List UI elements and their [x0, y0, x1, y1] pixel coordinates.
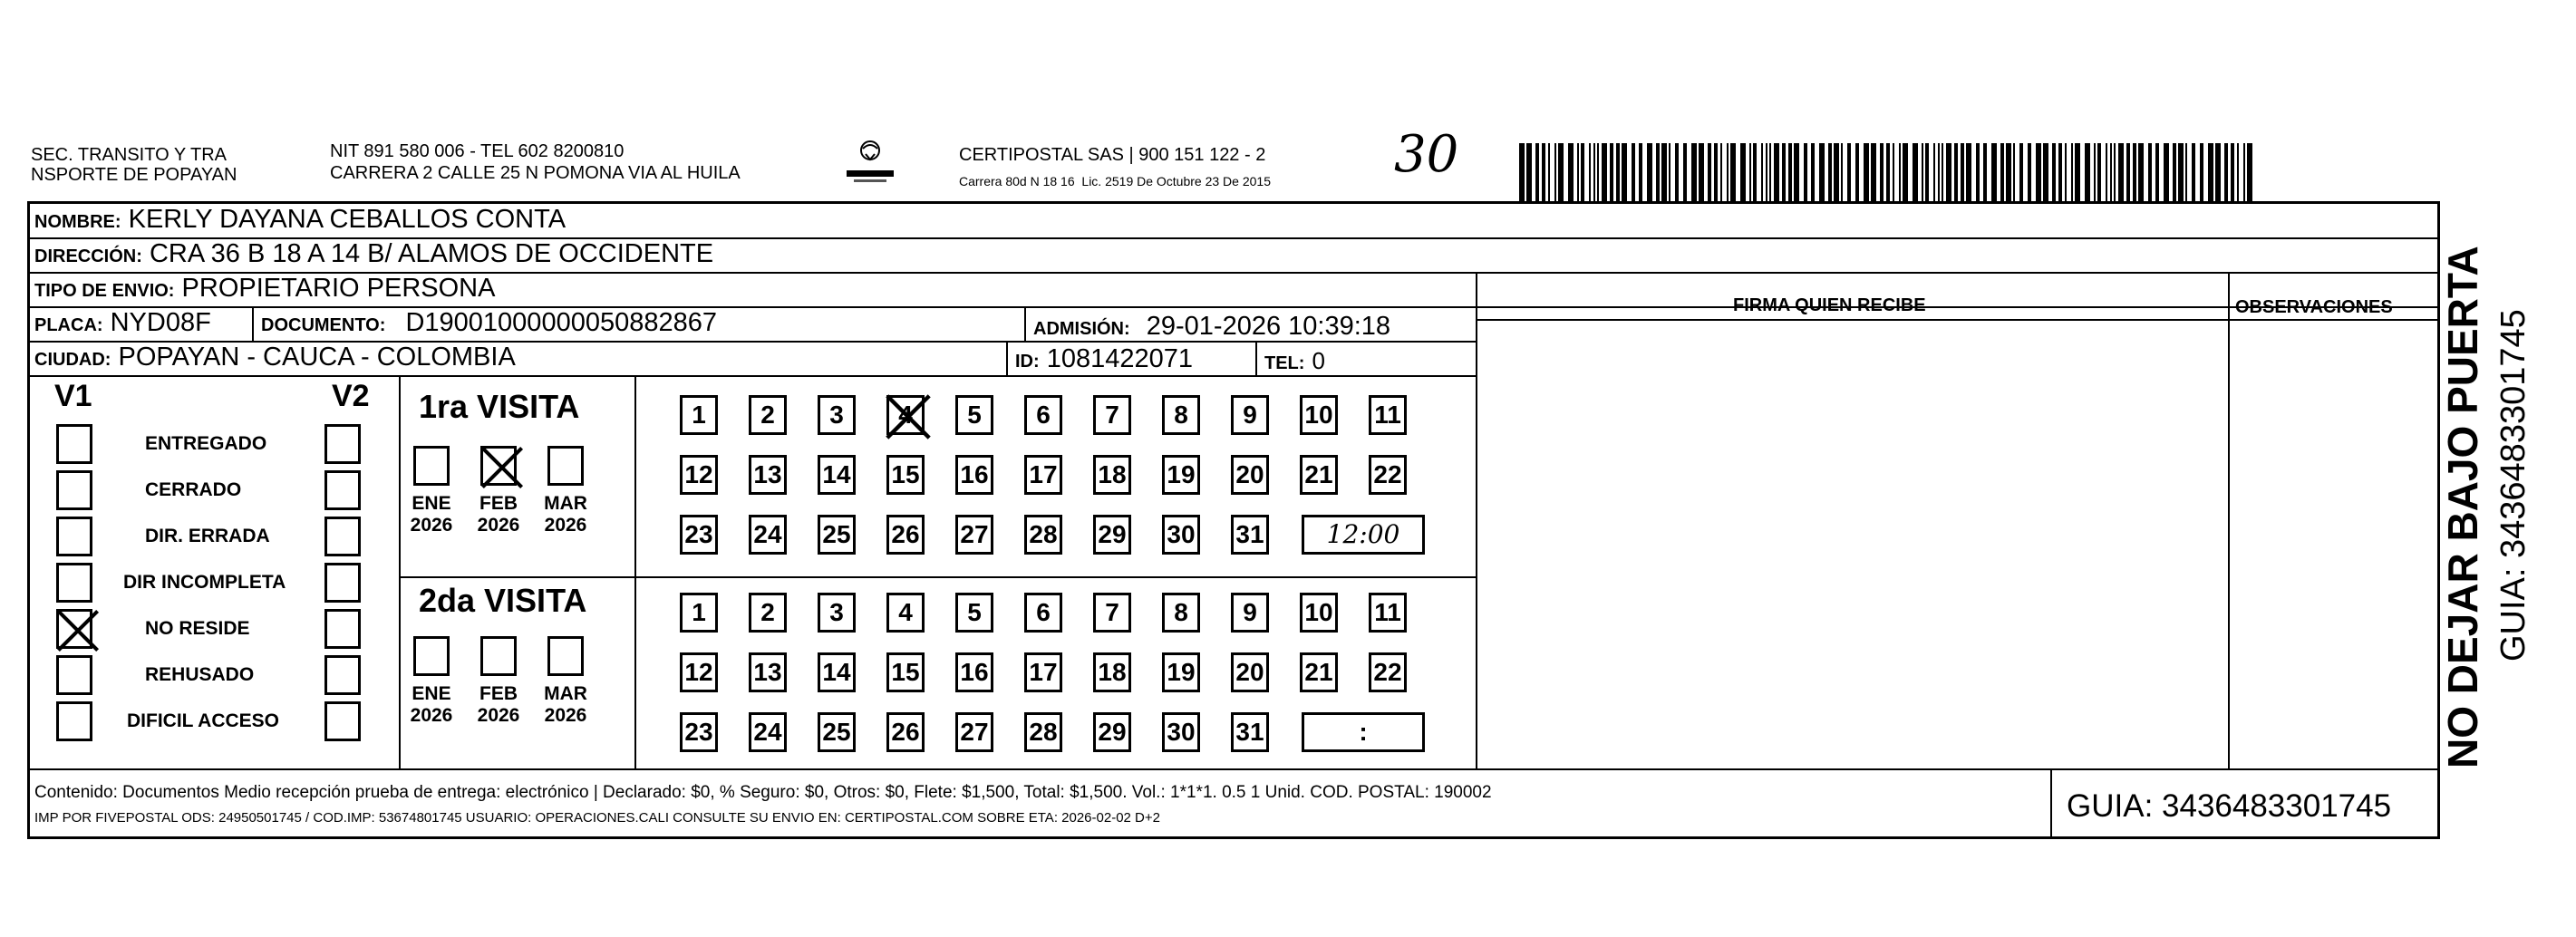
barcode-bar — [1699, 143, 1704, 203]
barcode-bar — [1554, 143, 1556, 203]
day-box[interactable]: 8 — [1162, 593, 1200, 633]
handwritten-count: 30 — [1394, 125, 1459, 184]
day-box[interactable]: 9 — [1231, 395, 1269, 435]
month-name: FEB — [479, 493, 518, 514]
day-box[interactable]: 11 — [1369, 593, 1407, 633]
barcode-bar — [2138, 143, 2144, 203]
month-label — [404, 683, 459, 727]
admision-value: 29-01-2026 10:39:18 — [1146, 312, 1391, 341]
barcode-bar — [1720, 143, 1722, 203]
barcode-bar — [2231, 143, 2234, 203]
visit2-title: 2da VISITA — [419, 582, 587, 619]
barcode-bar — [2058, 143, 2062, 203]
v2-checkbox[interactable] — [324, 701, 361, 741]
month-checkbox[interactable] — [413, 446, 450, 486]
barcode-bar — [1903, 143, 1908, 203]
nombre-label: NOMBRE: — [34, 212, 121, 232]
barcode-bar — [1828, 143, 1832, 203]
month-year: 2026 — [477, 705, 520, 726]
barcode-bar — [2000, 143, 2004, 203]
day-box[interactable]: 18 — [1093, 652, 1131, 692]
sender-name-line1: SEC. TRANSITO Y TRA — [31, 145, 227, 165]
barcode-bar — [1855, 143, 1859, 203]
visit-days-divider — [634, 375, 636, 768]
barcode-bar — [1589, 143, 1591, 203]
month-name: FEB — [479, 683, 518, 704]
barcode-bar — [1577, 143, 1579, 203]
barcode-bar — [1913, 143, 1918, 203]
v1-checkbox[interactable] — [56, 655, 92, 695]
day-box[interactable]: 4 — [886, 593, 925, 633]
day-box[interactable]: 3 — [818, 593, 856, 633]
barcode-bar — [1730, 143, 1736, 203]
barcode-bar — [2118, 143, 2124, 203]
barcode-bar — [1886, 143, 1890, 203]
day-box[interactable]: 2 — [749, 395, 787, 435]
day-box[interactable]: 28 — [1024, 712, 1062, 752]
barcode-bar — [2085, 143, 2090, 203]
day-box[interactable]: 6 — [1024, 395, 1062, 435]
barcode-bar — [1691, 143, 1697, 203]
barcode — [1519, 143, 2253, 203]
barcode-bar — [2094, 143, 2096, 203]
no-dejar-warning: NO DEJAR BAJO PUERTA — [2439, 246, 2486, 768]
tel-label: TEL: — [1264, 353, 1305, 373]
barcode-bar — [1847, 143, 1851, 203]
barcode-bar — [2178, 143, 2184, 203]
barcode-bar — [1526, 143, 1532, 203]
observaciones-header: OBSERVACIONES — [2235, 297, 2393, 317]
barcode-bar — [2006, 143, 2011, 203]
barcode-bar — [2013, 143, 2015, 203]
month-label — [538, 683, 593, 727]
check-mark-icon — [478, 443, 527, 492]
sender-nit: NIT 891 580 006 - TEL 602 8200810 — [330, 141, 625, 161]
day-box[interactable]: 13 — [749, 455, 787, 495]
day-box[interactable]: 20 — [1231, 652, 1269, 692]
contenido-line: Contenido: Documentos Medio recepción prueba de entrega: electrónico | Declarado: $0, % Seguro: $0, Otros: $0, Flete: $1,500, Total: $1,500. Vol.: 1*1*1. 0.5 1 Unid. COD. POSTAL: 190002 — [34, 783, 1492, 802]
barcode-bar — [1683, 143, 1687, 203]
firma-header: FIRMA QUIEN RECIBE — [1733, 295, 1926, 315]
barcode-bar — [1602, 143, 1607, 203]
month-label — [404, 493, 459, 536]
barcode-bar — [1834, 143, 1839, 203]
ciudad-value: POPAYAN - CAUCA - COLOMBIA — [118, 343, 516, 372]
id-label: ID: — [1015, 352, 1040, 372]
barcode-bar — [1774, 143, 1779, 203]
barcode-bar — [1976, 143, 1980, 203]
day-box[interactable]: 8 — [1162, 395, 1200, 435]
status-label: DIR INCOMPLETA — [123, 572, 286, 593]
barcode-bar — [1639, 143, 1642, 203]
barcode-bar — [1864, 143, 1869, 203]
day-box[interactable]: 9 — [1231, 593, 1269, 633]
barcode-bar — [1766, 143, 1767, 203]
side-guia: GUIA: 3436483301745 — [2494, 309, 2532, 662]
v1-checkbox[interactable] — [56, 517, 92, 556]
barcode-bar — [2126, 143, 2130, 203]
barcode-bar — [1811, 143, 1815, 203]
footer-divider — [27, 768, 2440, 770]
day-box[interactable]: 19 — [1162, 652, 1200, 692]
day-box[interactable]: 11 — [1369, 395, 1407, 435]
visit1-title: 1ra VISITA — [419, 388, 580, 425]
barcode-bar — [1622, 143, 1627, 203]
barcode-bar — [1942, 143, 1943, 203]
barcode-bar — [2106, 143, 2107, 203]
barcode-bar — [1542, 143, 1545, 203]
barcode-bar — [2164, 143, 2169, 203]
placa-row — [34, 310, 211, 336]
barcode-bar — [1727, 143, 1729, 203]
month-year: 2026 — [410, 515, 453, 536]
day-box[interactable]: 15 — [886, 455, 925, 495]
barcode-bar — [1661, 143, 1667, 203]
day-box[interactable]: 6 — [1024, 593, 1062, 633]
barcode-bar — [1880, 143, 1884, 203]
barcode-bar — [1675, 143, 1679, 203]
month-name: ENE — [412, 683, 451, 704]
barcode-bar — [1983, 143, 1987, 203]
barcode-bar — [2019, 143, 2023, 203]
footer-guia-divider — [2050, 768, 2052, 839]
barcode-bar — [1558, 143, 1564, 203]
barcode-bar — [1804, 143, 1807, 203]
barcode-bar — [1871, 143, 1876, 203]
day-box[interactable]: 31 — [1231, 515, 1269, 555]
barcode-bar — [2052, 143, 2056, 203]
barcode-bar — [1597, 143, 1599, 203]
status-label: DIFICIL ACCESO — [127, 710, 280, 731]
barcode-bar — [1961, 143, 1964, 203]
check-mark-icon — [53, 606, 102, 655]
documento-row — [261, 310, 717, 336]
day-box[interactable]: 25 — [818, 515, 856, 555]
ciudad-row — [34, 344, 516, 371]
day-box[interactable]: 7 — [1093, 593, 1131, 633]
nombre-row — [34, 207, 566, 233]
day-box[interactable]: 31 — [1231, 712, 1269, 752]
month-label — [471, 683, 526, 727]
day-box[interactable]: 23 — [680, 712, 718, 752]
barcode-bar — [1632, 143, 1635, 203]
day-box[interactable]: 5 — [955, 395, 993, 435]
month-name: MAR — [544, 683, 587, 704]
day-box[interactable]: 16 — [955, 652, 993, 692]
month-label — [471, 493, 526, 536]
barcode-bar — [1535, 143, 1539, 203]
barcode-bar — [2028, 143, 2031, 203]
direccion-value: CRA 36 B 18 A 14 B/ ALAMOS DE OCCIDENTE — [149, 239, 714, 268]
barcode-bar — [2097, 143, 2101, 203]
direccion-label: DIRECCIÓN: — [34, 246, 142, 266]
month-label — [538, 493, 593, 536]
day-box[interactable]: 18 — [1093, 455, 1131, 495]
barcode-bar — [1841, 143, 1843, 203]
day-box[interactable]: 26 — [886, 515, 925, 555]
barcode-bar — [1922, 143, 1923, 203]
day-box[interactable]: 25 — [818, 712, 856, 752]
barcode-bar — [1819, 143, 1825, 203]
day-box[interactable]: 1 — [680, 395, 718, 435]
barcode-bar — [1616, 143, 1620, 203]
day-box[interactable]: 21 — [1300, 652, 1338, 692]
barcode-bar — [1788, 143, 1792, 203]
barcode-bar — [2243, 143, 2245, 203]
v1-checkbox[interactable] — [56, 701, 92, 741]
barcode-bar — [1519, 143, 1525, 203]
day-box[interactable]: 10 — [1300, 593, 1338, 633]
status-divider — [399, 375, 401, 768]
tipo-envio-label: TIPO DE ENVIO: — [34, 281, 175, 301]
nombre-value: KERLY DAYANA CEBALLOS CONTA — [128, 205, 567, 234]
barcode-bar — [1991, 143, 1997, 203]
check-mark-icon — [882, 391, 935, 443]
col-divider-firma — [1476, 272, 1477, 768]
guia-footer: GUIA: 3436483301745 — [2067, 788, 2392, 824]
certipostal-logo — [841, 136, 899, 190]
day-box[interactable]: 19 — [1162, 455, 1200, 495]
barcode-bar — [2215, 143, 2221, 203]
id-value: 1081422071 — [1046, 344, 1194, 373]
barcode-bar — [1647, 143, 1652, 203]
col-divider-observaciones — [2228, 272, 2230, 768]
barcode-bar — [2133, 143, 2136, 203]
day-box[interactable]: 10 — [1300, 395, 1338, 435]
v2-checkbox[interactable] — [324, 655, 361, 695]
day-box[interactable]: 29 — [1093, 712, 1131, 752]
month-checkbox[interactable] — [480, 636, 517, 676]
tel-divider — [1255, 341, 1257, 375]
barcode-bar — [1794, 143, 1799, 203]
sender-address: CARRERA 2 CALLE 25 N POMONA VIA AL HUILA — [330, 163, 741, 183]
day-box[interactable]: 15 — [886, 652, 925, 692]
day-box[interactable]: 27 — [955, 515, 993, 555]
barcode-bar — [1568, 143, 1574, 203]
day-box[interactable]: 24 — [749, 515, 787, 555]
tel-row — [1264, 348, 1325, 374]
day-box[interactable]: 20 — [1231, 455, 1269, 495]
barcode-bar — [2065, 143, 2067, 203]
v1-checkbox[interactable] — [56, 563, 92, 603]
barcode-bar — [1769, 143, 1771, 203]
barcode-bar — [2071, 143, 2073, 203]
barcode-bar — [1893, 143, 1894, 203]
day-box[interactable]: 14 — [818, 652, 856, 692]
day-box[interactable]: 4 — [886, 395, 925, 435]
v2-checkbox[interactable] — [324, 563, 361, 603]
tel-value: 0 — [1312, 347, 1325, 374]
v2-checkbox[interactable] — [324, 424, 361, 464]
barcode-bar — [1740, 143, 1746, 203]
month-year: 2026 — [477, 515, 520, 536]
barcode-bar — [2224, 143, 2228, 203]
day-box[interactable]: 30 — [1162, 712, 1200, 752]
barcode-bar — [2208, 143, 2213, 203]
month-checkbox[interactable] — [480, 446, 517, 486]
month-name: ENE — [412, 493, 451, 514]
barcode-bar — [2185, 143, 2187, 203]
day-box[interactable]: 22 — [1369, 455, 1407, 495]
company-name: CERTIPOSTAL SAS | 900 151 122 - 2 — [959, 145, 1266, 165]
barcode-bar — [1610, 143, 1613, 203]
barcode-bar — [1761, 143, 1763, 203]
barcode-bar — [1548, 143, 1550, 203]
barcode-bar — [2114, 143, 2116, 203]
day-box[interactable]: 7 — [1093, 395, 1131, 435]
barcode-bar — [1933, 143, 1935, 203]
admision-divider — [1024, 306, 1026, 341]
v2-header: V2 — [332, 379, 370, 413]
day-box[interactable]: 29 — [1093, 515, 1131, 555]
placa-label: PLACA: — [34, 315, 103, 335]
admision-label: ADMISIÓN: — [1033, 319, 1130, 339]
v2-checkbox[interactable] — [324, 470, 361, 510]
barcode-bar — [1899, 143, 1901, 203]
row-divider — [27, 375, 1477, 377]
barcode-bar — [2110, 143, 2112, 203]
placa-value: NYD08F — [110, 308, 211, 337]
ciudad-label: CIUDAD: — [34, 350, 111, 370]
status-label: NO RESIDE — [145, 618, 250, 639]
barcode-bar — [1714, 143, 1718, 203]
barcode-bar — [2247, 143, 2252, 203]
day-box[interactable]: 2 — [749, 593, 787, 633]
v1-checkbox[interactable] — [56, 609, 92, 649]
placa-divider — [252, 306, 254, 341]
month-checkbox[interactable] — [547, 446, 584, 486]
status-label: REHUSADO — [145, 664, 255, 685]
documento-label: DOCUMENTO: — [261, 315, 386, 335]
barcode-bar — [1581, 143, 1584, 203]
id-divider — [1006, 341, 1008, 375]
barcode-bar — [1669, 143, 1671, 203]
month-year: 2026 — [410, 705, 453, 726]
barcode-bar — [1708, 143, 1711, 203]
barcode-bar — [2155, 143, 2159, 203]
tipo-envio-value: PROPIETARIO PERSONA — [181, 274, 496, 303]
time-box[interactable]: 12:00 — [1302, 515, 1425, 555]
day-box[interactable]: 16 — [955, 455, 993, 495]
barcode-bar — [1946, 143, 1951, 203]
month-checkbox[interactable] — [413, 636, 450, 676]
barcode-bar — [2200, 143, 2203, 203]
day-box[interactable]: 3 — [818, 395, 856, 435]
day-box[interactable]: 13 — [749, 652, 787, 692]
day-box[interactable]: 12 — [680, 455, 718, 495]
company-license: Carrera 80d N 18 16 Lic. 2519 De Octubre 23 De 2015 — [959, 174, 1271, 188]
v1-checkbox[interactable] — [56, 424, 92, 464]
barcode-bar — [2173, 143, 2176, 203]
day-box[interactable]: 14 — [818, 455, 856, 495]
barcode-bar — [2192, 143, 2195, 203]
barcode-bar — [1925, 143, 1929, 203]
admision-row — [1033, 314, 1390, 340]
barcode-bar — [1938, 143, 1940, 203]
documento-value: D19001000000050882867 — [405, 308, 717, 337]
barcode-bar — [2148, 143, 2152, 203]
status-label: DIR. ERRADA — [145, 526, 270, 546]
imp-line: IMP POR FIVEPOSTAL ODS: 24950501745 / COD.IMP: 53674801745 USUARIO: OPERACIONES.CALI CONSULTE SU ENVIO EN: CERTIPOSTAL.COM SOBRE ETA: 2026-02-02 D+2 — [34, 810, 1160, 826]
day-box[interactable]: 26 — [886, 712, 925, 752]
barcode-bar — [1966, 143, 1971, 203]
tipo-envio-row — [34, 275, 495, 302]
v1-checkbox[interactable] — [56, 470, 92, 510]
day-box[interactable]: 21 — [1300, 455, 1338, 495]
day-box[interactable]: 22 — [1369, 652, 1407, 692]
day-box[interactable]: 30 — [1162, 515, 1200, 555]
barcode-bar — [1954, 143, 1958, 203]
month-year: 2026 — [544, 515, 587, 536]
visit-divider — [399, 576, 1477, 578]
month-checkbox[interactable] — [547, 636, 584, 676]
sender-name-line2: NSPORTE DE POPAYAN — [31, 165, 237, 185]
barcode-bar — [2043, 143, 2048, 203]
day-box[interactable]: 17 — [1024, 652, 1062, 692]
day-box[interactable]: 27 — [955, 712, 993, 752]
day-box[interactable]: 1 — [680, 593, 718, 633]
direccion-row — [34, 241, 713, 267]
barcode-bar — [2036, 143, 2041, 203]
barcode-bar — [2237, 143, 2239, 203]
day-box[interactable]: 17 — [1024, 455, 1062, 495]
day-box[interactable]: 28 — [1024, 515, 1062, 555]
v2-checkbox[interactable] — [324, 609, 361, 649]
column-header-rule — [1476, 319, 2440, 321]
day-box[interactable]: 23 — [680, 515, 718, 555]
barcode-bar — [1656, 143, 1660, 203]
v2-checkbox[interactable] — [324, 517, 361, 556]
barcode-bar — [1782, 143, 1786, 203]
barcode-bar — [1753, 143, 1757, 203]
month-year: 2026 — [544, 705, 587, 726]
day-box[interactable]: 12 — [680, 652, 718, 692]
barcode-bar — [1593, 143, 1595, 203]
v1-header: V1 — [54, 379, 92, 413]
day-box[interactable]: 5 — [955, 593, 993, 633]
status-label: CERRADO — [145, 479, 242, 500]
barcode-bar — [1749, 143, 1751, 203]
month-name: MAR — [544, 493, 587, 514]
time-box[interactable]: : — [1302, 712, 1425, 752]
day-box[interactable]: 24 — [749, 712, 787, 752]
id-row — [1015, 346, 1193, 372]
barcode-bar — [2075, 143, 2080, 203]
status-label: ENTREGADO — [145, 433, 267, 454]
